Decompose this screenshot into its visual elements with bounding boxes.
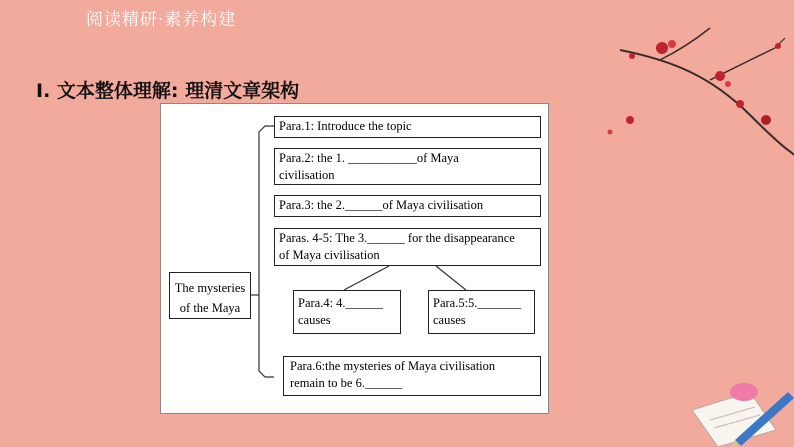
para2-node [274,148,541,185]
para5-line-1: Para.5:5._______ [433,296,522,310]
para2-line-1: Para.2: the 1. ___________of Maya [279,151,459,165]
para3-text: Para.3: the 2.______of Maya civilisation [279,198,484,212]
pen-paper-icon [680,370,794,447]
para5-line-2: causes [433,312,466,327]
para1-text: Para.1: Introduce the topic [279,119,412,133]
para5-node [428,290,535,334]
root-node [169,272,251,319]
para6-line-2: remain to be 6.______ [290,375,403,390]
paras45-line-1: Paras. 4-5: The 3.______ for the disappearance [279,231,515,245]
paras45-line-2: of Maya civilisation [279,247,380,262]
paras45-node [274,228,541,266]
para6-line-1: Para.6:the mysteries of Maya civilisation [290,359,496,373]
header-title: 阅读精研·素养构建 [86,10,237,30]
para2-line-2: civilisation [279,167,335,182]
root-line-1: The mysteries [174,281,246,295]
para1-node [274,116,541,138]
section-title: Ⅰ. 文本整体理解: 理清文章架构 [36,80,300,102]
para4-line-2: causes [298,312,331,327]
root-line-2: of the Maya [179,301,241,315]
para4-node [293,290,401,334]
diagram-panel [160,103,549,414]
para3-node [274,195,541,217]
para6-node [283,356,541,396]
para4-line-1: Para.4: 4.______ [298,296,384,310]
plum-blossom-icon [600,20,794,160]
